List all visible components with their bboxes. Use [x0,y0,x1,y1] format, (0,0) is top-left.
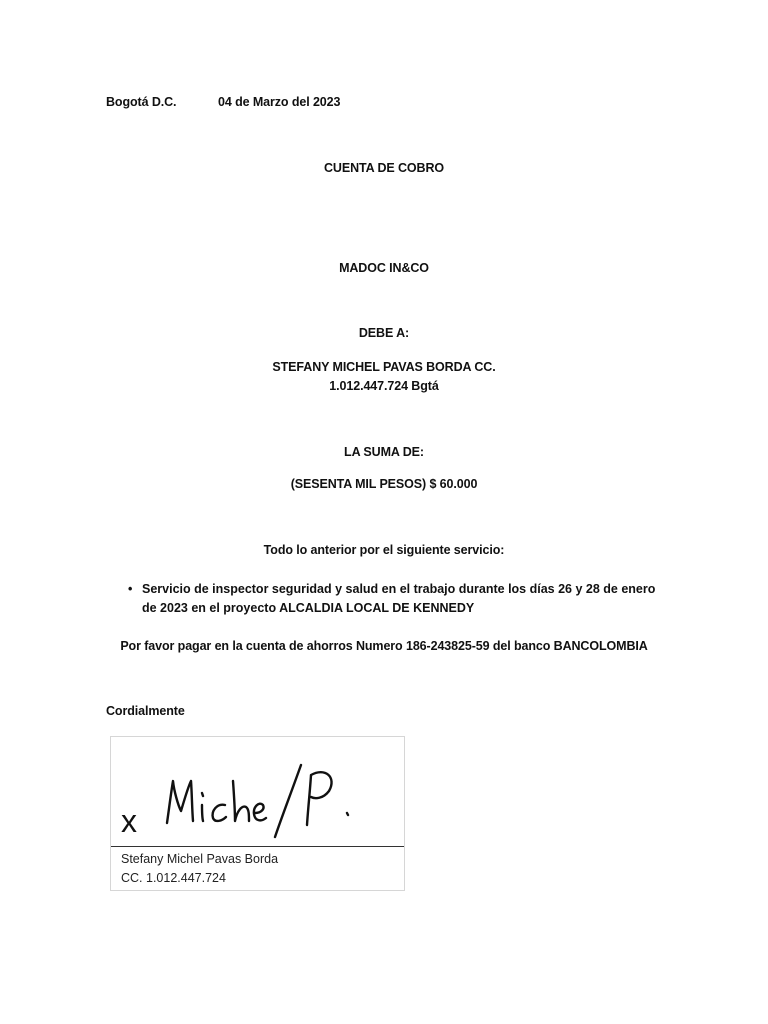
creditor-line-2: 1.012.447.724 Bgtá [329,379,439,393]
amount-value: (SESENTA MIL PESOS) $ 60.000 [290,477,478,491]
signature-line [111,846,404,847]
amount-label: LA SUMA DE: [344,445,424,459]
bullet-icon: • [128,582,133,596]
signature-mark: x [121,803,137,839]
closing: Cordialmente [106,704,185,718]
city: Bogotá D.C. [106,95,177,109]
date: 04 de Marzo del 2023 [218,95,341,109]
signer-id: CC. 1.012.447.724 [121,871,226,885]
document-title: CUENTA DE COBRO [323,161,445,175]
service-list [128,580,658,618]
debtor-name: MADOC IN&CO [339,261,429,275]
creditor-line-1: STEFANY MICHEL PAVAS BORDA CC. [272,360,496,374]
service-item: Servicio de inspector seguridad y salud en el trabajo durante los días 26 y 28 de enero de 2023 en el proyecto ALCALDIA LOCAL DE KENNEDY [142,582,656,615]
signer-name: Stefany Michel Pavas Borda [121,852,279,866]
owes-label: DEBE A: [358,326,410,340]
service-intro: Todo lo anterior por el siguiente servicio: [263,543,505,557]
payment-note: Por favor pagar en la cuenta de ahorros Numero 186-243825-59 del banco BANCOLOMBIA [120,639,648,653]
signature-block [110,736,405,891]
handwritten-signature [155,741,405,845]
